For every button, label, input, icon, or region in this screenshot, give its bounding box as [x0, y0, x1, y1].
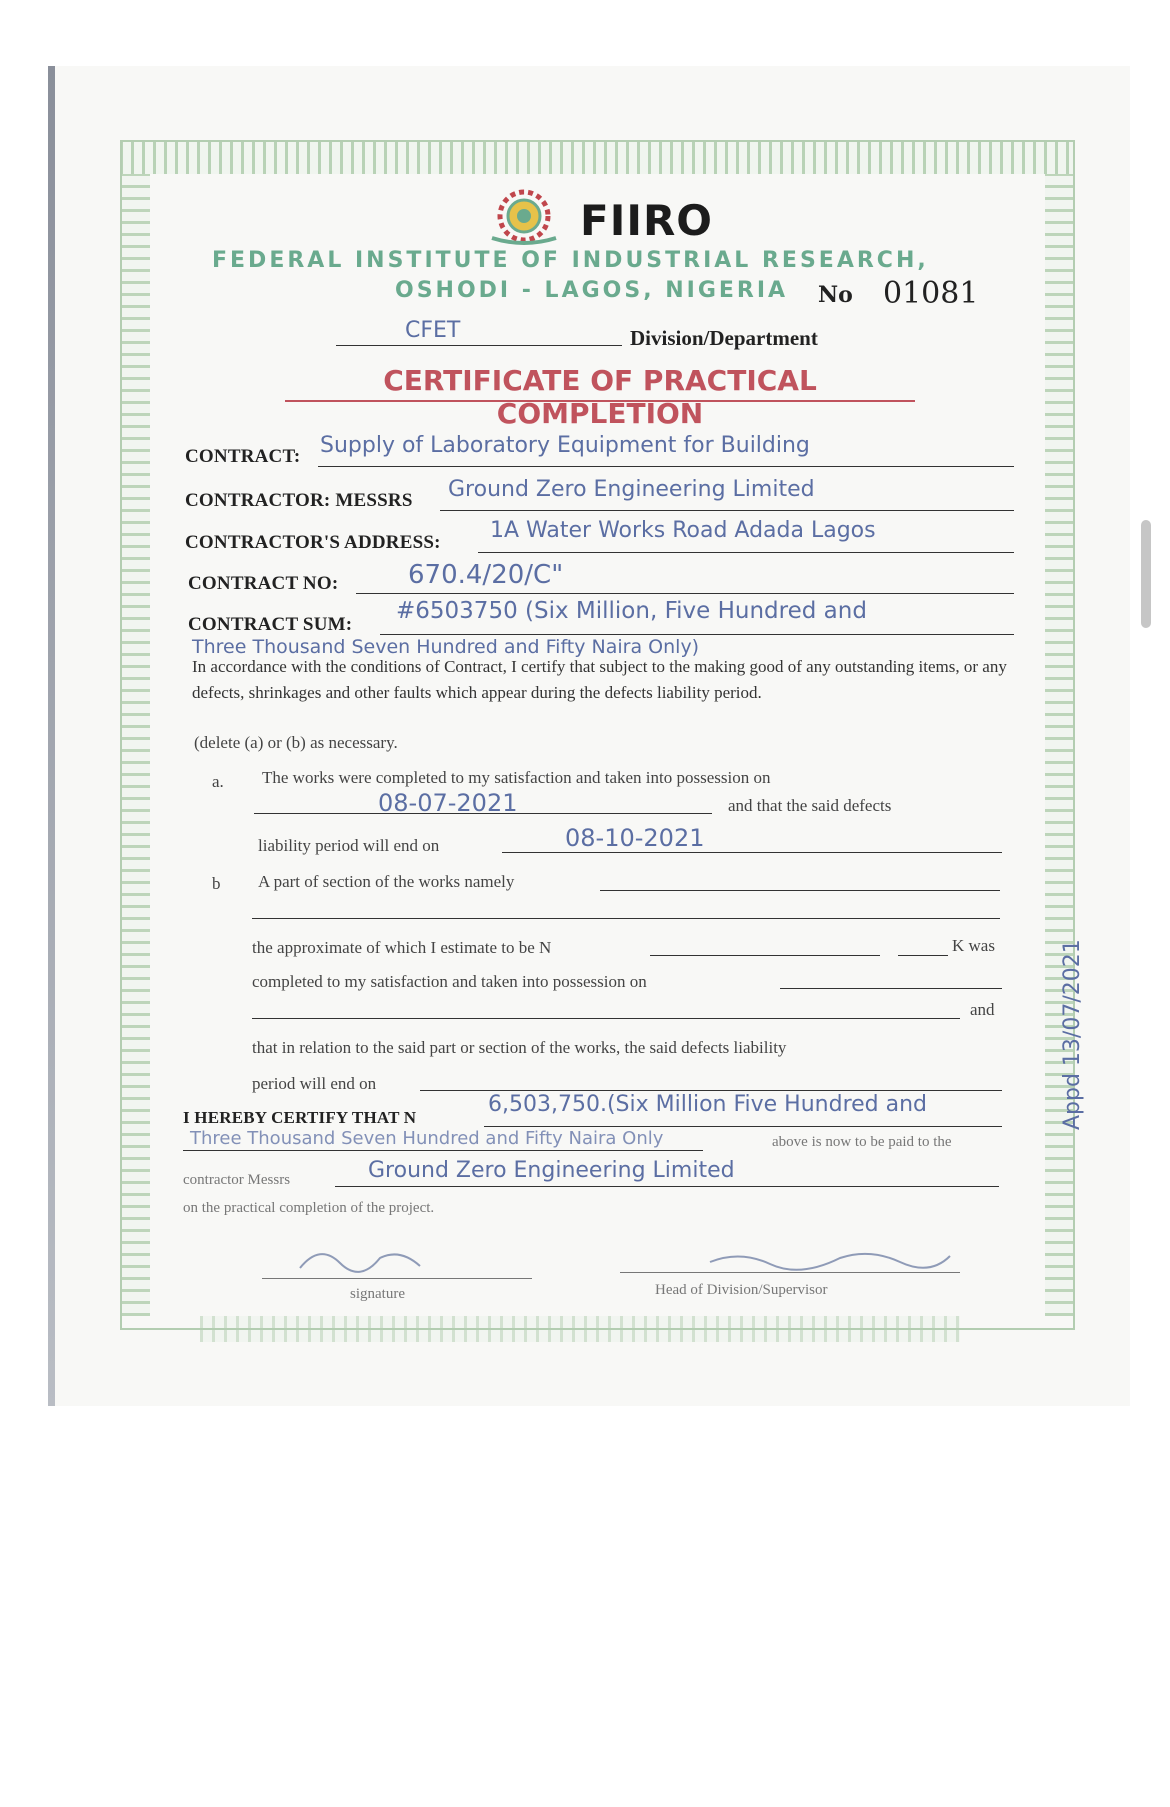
division-value: CFET — [405, 318, 461, 343]
item-b-text: A part of section of the works namely — [258, 872, 515, 891]
part-possession-underline — [780, 988, 1002, 989]
liability-end-date: 08-10-2021 — [565, 824, 705, 852]
part-liability-end-label: period will end on — [252, 1074, 377, 1093]
part-liability-text: that in relation to the said part or section of the works, the said defects liability — [252, 1038, 787, 1057]
title-underline — [285, 400, 915, 402]
contractor-label: CONTRACTOR: MESSRS — [185, 490, 413, 511]
item-a-marker: a. — [212, 772, 224, 791]
address-underline — [478, 552, 1014, 553]
division-label: Division/Department — [630, 326, 818, 350]
scan-edge — [48, 66, 55, 1406]
contract-number-value: 670.4/20/C" — [408, 560, 564, 590]
contract-sum-label: CONTRACT SUM: — [188, 614, 353, 635]
certification-intro: In accordance with the conditions of Contract, I certify that subject to the making good of any outstanding items, or any defects, shrinkages and other faults which appear during the defects liability period. — [192, 657, 1007, 702]
contract-label: CONTRACT: — [185, 446, 301, 467]
item-b-marker: b — [212, 874, 221, 893]
logo-wordmark: FIIRO — [580, 196, 713, 245]
works-namely-underline — [600, 890, 1000, 891]
approval-side-note: Appd 13/07/2021 — [1060, 939, 1085, 1130]
part-liability-end-underline — [420, 1090, 1002, 1091]
certify-contractor-underline — [335, 1186, 999, 1187]
possession-date: 08-07-2021 — [378, 789, 518, 817]
contract-sum-underline — [380, 634, 1014, 635]
signature-line-right — [620, 1272, 960, 1273]
institute-location: OSHODI - LAGOS, NIGERIA — [395, 278, 789, 303]
contract-underline — [318, 466, 1014, 467]
certify-closing-text: on the practical completion of the project. — [183, 1200, 435, 1216]
item-a-text: The works were completed to my satisfaction and taken into possession on — [262, 768, 771, 787]
works-namely-underline-2 — [252, 918, 1000, 919]
signature-line-left — [262, 1278, 532, 1279]
contractor-value: Ground Zero Engineering Limited — [448, 477, 815, 502]
liability-end-underline — [502, 852, 1002, 853]
signature-scribble-right — [700, 1240, 960, 1276]
signature-scribble-left — [290, 1238, 460, 1278]
contract-sum-value: #6503750 (Six Million, Five Hundred and — [396, 598, 867, 624]
certify-amount-underline — [484, 1126, 1002, 1127]
certificate-number: 01081 — [883, 276, 979, 311]
certify-contractor-value: Ground Zero Engineering Limited — [368, 1158, 735, 1183]
contract-sum-value-continued: Three Thousand Seven Hundred and Fifty Naira Only) — [192, 636, 700, 658]
item-a-defects-text: and that the said defects — [728, 796, 892, 815]
contract-value: Supply of Laboratory Equipment for Building — [320, 433, 810, 458]
certificate-title: CERTIFICATE OF PRACTICAL COMPLETION — [383, 364, 817, 430]
approx-estimate-text: the approximate of which I estimate to be N — [252, 938, 552, 957]
contractor-underline — [440, 510, 1014, 511]
part-possession-underline-2 — [252, 1018, 960, 1019]
address-label: CONTRACTOR'S ADDRESS: — [185, 532, 441, 553]
scrollbar-thumb[interactable] — [1141, 520, 1151, 628]
delete-note: (delete (a) or (b) as necessary. — [194, 733, 398, 752]
certify-amount-continued: Three Thousand Seven Hundred and Fifty Naira Only — [190, 1128, 664, 1149]
certify-label: I HEREBY CERTIFY THAT N — [183, 1108, 417, 1127]
certify-amount-underline-2 — [183, 1150, 703, 1151]
contract-number-label: CONTRACT NO: — [188, 573, 339, 594]
certify-contractor-label: contractor Messrs — [183, 1172, 291, 1188]
kobo-was-text: K was — [952, 936, 995, 955]
address-value: 1A Water Works Road Adada Lagos — [490, 518, 876, 543]
estimate-naira-underline — [650, 955, 880, 956]
liability-end-label: liability period will end on — [258, 836, 440, 855]
signature-label: signature — [350, 1286, 405, 1302]
estimate-kobo-underline — [898, 955, 948, 956]
institute-name: FEDERAL INSTITUTE OF INDUSTRIAL RESEARCH, — [212, 248, 929, 273]
fiiro-logo-icon — [482, 178, 566, 248]
and-text: and — [970, 1000, 995, 1019]
certify-to-be-paid-text: above is now to be paid to the — [772, 1134, 952, 1150]
contract-number-underline — [356, 593, 1014, 594]
division-underline — [336, 345, 622, 346]
certify-amount: 6,503,750.(Six Million Five Hundred and — [488, 1092, 928, 1117]
part-possession-text: completed to my satisfaction and taken into possession on — [252, 972, 647, 991]
supervisor-label: Head of Division/Supervisor — [655, 1282, 828, 1298]
number-label: No — [818, 282, 853, 308]
